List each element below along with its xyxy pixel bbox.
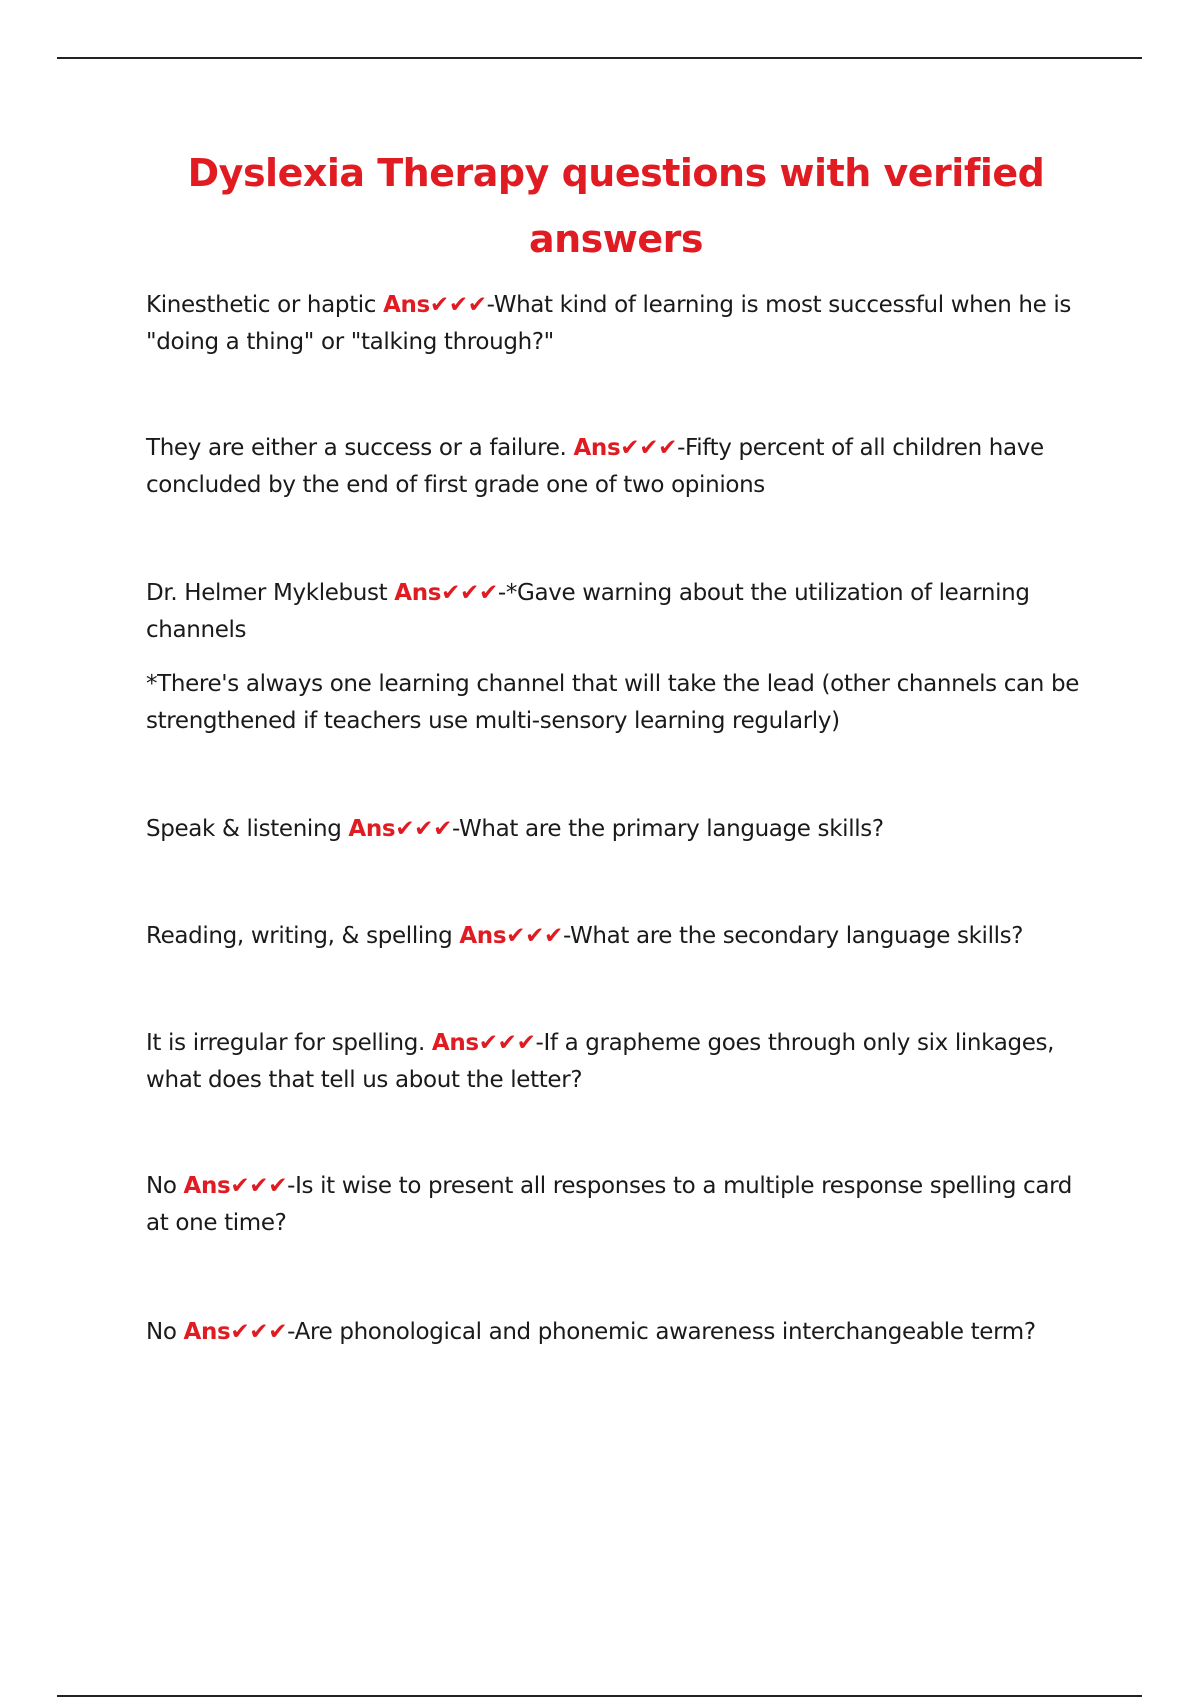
question-continuation: *There's always one learning channel that will take the lead (other channels can be strengthened if teachers use multi-sensory learning regularly) bbox=[146, 671, 1080, 734]
answer-text: They are either a success or a failure. bbox=[146, 435, 574, 461]
qa-entry bbox=[146, 918, 1086, 955]
qa-line bbox=[146, 575, 1086, 649]
qa-line bbox=[146, 287, 1086, 361]
question-text: -If a grapheme goes through only six linkages, what does that tell us about the letter? bbox=[146, 1030, 1055, 1093]
answer-marker: Ans bbox=[394, 580, 442, 606]
qa-entry bbox=[146, 811, 1086, 848]
checkmark-icon: ✔✔✔ bbox=[230, 1173, 288, 1199]
answer-text: Kinesthetic or haptic bbox=[146, 292, 384, 318]
header-rule bbox=[57, 57, 1142, 59]
answer-text: It is irregular for spelling. bbox=[146, 1030, 432, 1056]
qa-entry bbox=[146, 575, 1086, 740]
answer-marker: Ans bbox=[431, 1030, 479, 1056]
qa-entry bbox=[146, 287, 1086, 361]
checkmark-icon: ✔✔✔ bbox=[230, 1319, 288, 1345]
checkmark-icon: ✔✔✔ bbox=[429, 292, 487, 318]
qa-entry bbox=[146, 1025, 1086, 1099]
checkmark-icon: ✔✔✔ bbox=[478, 1030, 536, 1056]
answer-marker: Ans bbox=[459, 923, 507, 949]
question-text: -What are the primary language skills? bbox=[452, 816, 884, 842]
checkmark-icon: ✔✔✔ bbox=[620, 435, 678, 461]
checkmark-icon: ✔✔✔ bbox=[441, 580, 498, 606]
answer-marker: Ans bbox=[573, 435, 621, 461]
checkmark-icon: ✔✔✔ bbox=[506, 923, 563, 949]
question-text: -*Gave warning about the utilization of learning channels bbox=[146, 580, 1030, 643]
qa-line bbox=[146, 1314, 1086, 1351]
qa-line bbox=[146, 918, 1086, 955]
answer-marker: Ans bbox=[383, 292, 430, 318]
answer-text: Dr. Helmer Myklebust bbox=[146, 580, 395, 606]
qa-line bbox=[146, 811, 1086, 848]
question-text: -What are the secondary language skills? bbox=[562, 923, 1024, 949]
page-title: Dyslexia Therapy questions with verified answers bbox=[187, 151, 1045, 261]
question-text: -Is it wise to present all responses to a multiple response spelling card at one time? bbox=[146, 1173, 1073, 1236]
answer-text: Reading, writing, & spelling bbox=[146, 923, 460, 949]
qa-line bbox=[146, 1168, 1086, 1242]
question-text: -Are phonological and phonemic awareness interchangeable term? bbox=[287, 1319, 1036, 1345]
question-text: -What kind of learning is most successful when he is "doing a thing" or "talking through?" bbox=[146, 292, 1072, 355]
qa-entry bbox=[146, 430, 1086, 504]
answer-marker: Ans bbox=[183, 1319, 231, 1345]
qa-line bbox=[146, 1025, 1086, 1099]
qa-entry bbox=[146, 1314, 1086, 1351]
answer-text: Speak & listening bbox=[146, 816, 349, 842]
qa-line bbox=[146, 430, 1086, 504]
qa-entry bbox=[146, 1168, 1086, 1242]
answer-text: No bbox=[146, 1319, 184, 1345]
footer-rule bbox=[57, 1695, 1142, 1697]
answer-marker: Ans bbox=[183, 1173, 231, 1199]
answer-marker: Ans bbox=[348, 816, 396, 842]
answer-text: No bbox=[146, 1173, 184, 1199]
question-text: -Fifty percent of all children have concluded by the end of first grade one of two opinions bbox=[146, 435, 1044, 498]
checkmark-icon: ✔✔✔ bbox=[395, 816, 453, 842]
